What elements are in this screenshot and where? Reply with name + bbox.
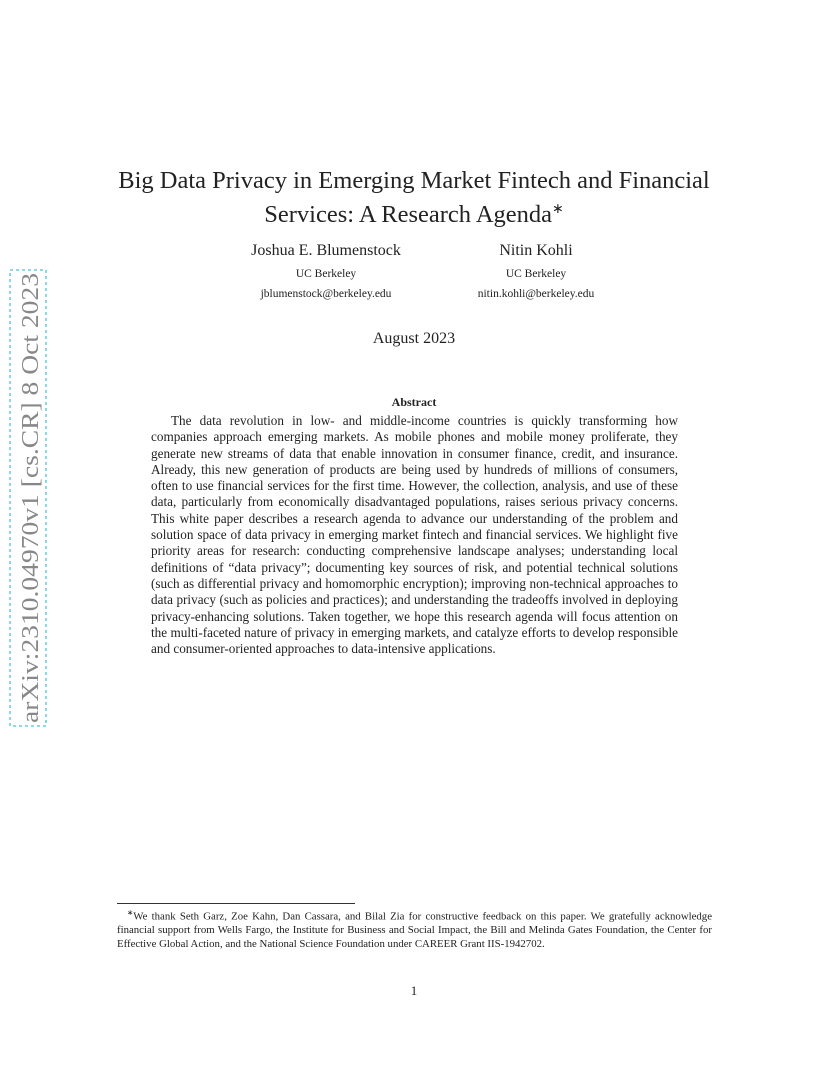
author-email: jblumenstock@berkeley.edu bbox=[260, 288, 392, 300]
title-line-1: Big Data Privacy in Emerging Market Fintech and Financial bbox=[118, 167, 710, 194]
title-line-2-text: Services: A Research Agenda bbox=[264, 201, 553, 229]
footnote-mark: ∗ bbox=[127, 908, 134, 917]
paper-date: August 2023 bbox=[372, 330, 456, 347]
footnote-divider bbox=[117, 903, 355, 904]
author-affiliation: UC Berkeley bbox=[505, 268, 567, 280]
author-email: nitin.kohli@berkeley.edu bbox=[477, 288, 595, 300]
author-block-2 bbox=[436, 241, 636, 301]
author-name: Joshua E. Blumenstock bbox=[251, 242, 401, 259]
paper-title bbox=[110, 166, 718, 229]
footnote-text: We thank Seth Garz, Zoe Kahn, Dan Cassara, and Bilal Zia for constructive feedback on this paper. We gratefully acknowledge financial support from Wells Fargo, the Institute for Business and Social Impact, the Bill and Melinda Gates Foundation, the Center for Effective Global Action, and the National Science Foundation under CAREER Grant IIS-1942702. bbox=[117, 910, 712, 950]
arxiv-stamp-graphic bbox=[7, 268, 61, 728]
abstract-heading: Abstract bbox=[391, 395, 437, 409]
title-footnote-mark: ∗ bbox=[552, 202, 564, 217]
title-line-2 bbox=[110, 195, 718, 229]
arxiv-identifier: arXiv:2310.04970v1 [cs.CR] 8 Oct 2023 bbox=[18, 331, 44, 723]
footnote bbox=[117, 906, 712, 951]
abstract-text: The data revolution in low- and middle-income countries is quickly transforming how companies approach emerging markets. As mobile phones and mobile money proliferate, they generate new streams of data that enable innovation in consumer finance, credit, and insurance. Already, this new generation of products are being used by hundreds of millions of consumers, often to use financial services for the first time. However, the collection, analysis, and use of these data, particularly from economically disadvantaged populations, raises serious privacy concerns. This white paper describes a research agenda to advance our understanding of the problem and solution space of data privacy in emerging market fintech and financial services. We highlight five priority areas for research: conducting comprehensive landscape analyses; understanding local definitions of “data privacy”; documenting key sources of risk, and potential technical solutions (such as differential privacy and homomorphic encryption); improving non-technical approaches to data privacy (such as policies and practices); and understanding the tradeoffs involved in deploying privacy-enhancing solutions. Taken together, we hope this research agenda will focus attention on the multi-faceted nature of privacy in emerging markets, and catalyze efforts to develop responsible and consumer-oriented approaches to data-intensive applications. bbox=[151, 413, 678, 657]
author-block-1 bbox=[226, 241, 426, 301]
author-affiliation: UC Berkeley bbox=[295, 268, 357, 280]
author-name: Nitin Kohli bbox=[499, 242, 573, 259]
page-number: 1 bbox=[410, 983, 418, 998]
arxiv-stamp bbox=[7, 268, 61, 728]
